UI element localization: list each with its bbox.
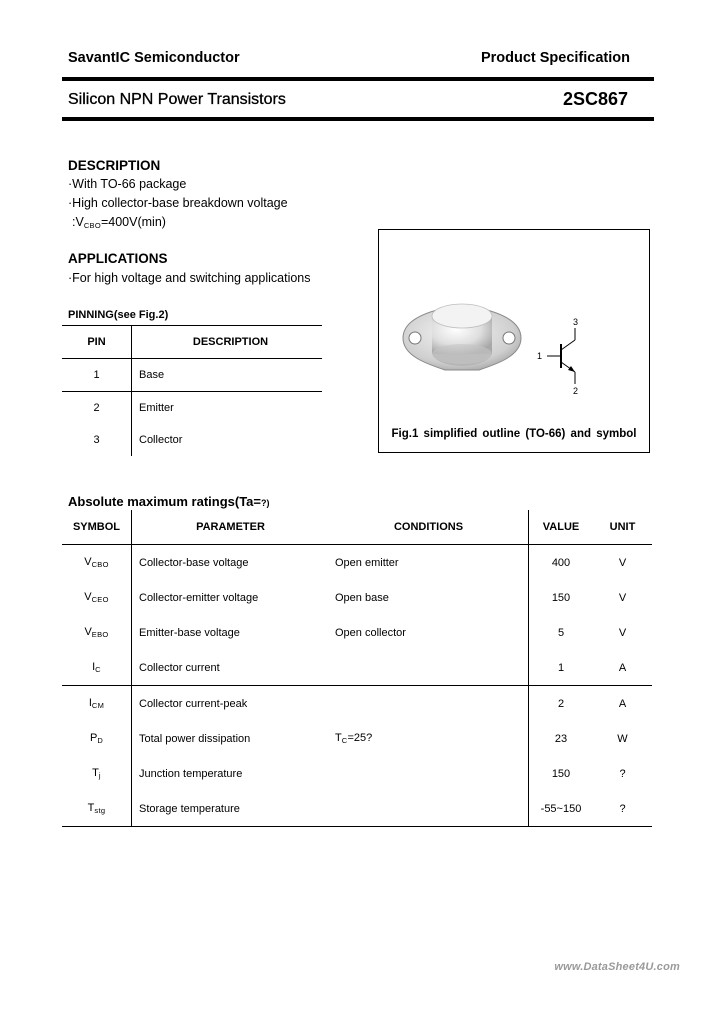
pin-description-column-header: DESCRIPTION	[132, 326, 323, 359]
company-name: SavantIC Semiconductor	[68, 50, 240, 66]
description-vcbo	[72, 215, 166, 230]
description-item: ·With TO-66 package	[68, 177, 187, 191]
value-cell: 150	[529, 756, 594, 791]
symbol-letter: P	[89, 732, 98, 744]
pin-description: Emitter	[139, 402, 174, 414]
unit-cell: W	[617, 732, 628, 745]
conditions-cell	[329, 686, 529, 722]
ratings-heading	[68, 494, 270, 509]
value-column-header: VALUE	[529, 510, 594, 545]
applications-heading: APPLICATIONS	[68, 251, 168, 266]
unit-cell: A	[593, 650, 652, 686]
conditions-cell: Open collector	[335, 626, 406, 639]
pin-number: 1	[62, 359, 132, 392]
value-cell: 5	[529, 615, 594, 650]
header-rule-bottom	[62, 117, 654, 121]
table-row	[62, 756, 652, 791]
symbol-letter: T	[92, 767, 99, 779]
pin-number: 3	[62, 424, 132, 456]
table-row	[62, 424, 322, 456]
vcbo-value: =400V(min)	[100, 215, 166, 229]
table-row	[62, 359, 322, 392]
ratings-header-row	[62, 510, 652, 545]
table-row	[62, 686, 652, 722]
unit-cell: A	[618, 697, 627, 710]
symbol-subscript: EBO	[91, 630, 109, 639]
condition-prefix: T	[335, 732, 342, 744]
part-number: 2SC867	[562, 89, 628, 109]
table-row	[62, 545, 652, 581]
symbol-label-emitter: 2	[573, 386, 579, 396]
description-heading: DESCRIPTION	[68, 158, 161, 173]
vcbo-sub: CBO	[83, 221, 101, 230]
collector-diagonal	[561, 340, 575, 350]
unit-cell: ?	[593, 791, 652, 827]
symbol-letter: V	[84, 626, 92, 638]
ratings-heading-text: Absolute maximum ratings(Ta=	[68, 494, 261, 509]
parameter-cell: Junction temperature	[139, 767, 243, 780]
symbol-cell	[62, 615, 132, 650]
symbol-cell	[62, 791, 132, 827]
pinning-header-row	[62, 326, 322, 359]
value-cell: 2	[529, 686, 594, 722]
ratings-table	[62, 510, 652, 827]
to66-package-image	[397, 290, 525, 390]
figure-caption: Fig.1 simplified outline (TO-66) and symbol	[391, 428, 637, 440]
symbol-cell	[62, 721, 132, 756]
table-row	[62, 650, 652, 686]
unit-cell: V	[618, 591, 627, 604]
description-item: ·High collector-base breakdown voltage	[68, 196, 288, 210]
symbol-subscript: j	[98, 771, 101, 780]
table-row	[62, 580, 652, 615]
header-rule-top	[62, 77, 654, 81]
value-cell: 1	[529, 650, 594, 686]
symbol-letter: T	[87, 802, 95, 814]
unit-column-header: UNIT	[593, 510, 652, 545]
symbol-subscript: stg	[94, 806, 106, 815]
spec-label: Product Specification	[480, 50, 630, 66]
condition-value: =25?	[347, 732, 373, 744]
conditions-column-header: CONDITIONS	[329, 510, 529, 545]
conditions-cell	[329, 650, 529, 686]
symbol-cell	[62, 650, 132, 686]
unit-cell: V	[618, 626, 627, 639]
symbol-subscript: CBO	[91, 560, 109, 569]
table-row	[62, 791, 652, 827]
conditions-cell	[329, 791, 529, 827]
symbol-subscript: C	[95, 665, 101, 674]
pin-description: Collector	[139, 434, 183, 446]
parameter-cell: Collector current	[132, 650, 330, 686]
pin-column-header: PIN	[62, 326, 132, 359]
table-row	[62, 615, 652, 650]
symbol-cell	[62, 686, 132, 722]
value-cell: 23	[529, 721, 594, 756]
watermark-link[interactable]: www.DataSheet4U.com	[554, 961, 680, 973]
applications-item: ·For high voltage and switching applications	[68, 271, 311, 285]
parameter-column-header: PARAMETER	[132, 510, 330, 545]
symbol-letter: V	[84, 591, 92, 603]
figure-box	[378, 229, 650, 453]
pin-number: 2	[62, 392, 132, 425]
npn-transistor-symbol	[531, 316, 591, 396]
symbol-column-header: SYMBOL	[62, 510, 132, 545]
conditions-cell: Open base	[335, 591, 389, 604]
symbol-cell	[62, 756, 132, 791]
conditions-cell: Open emitter	[335, 556, 399, 569]
pin-description: Base	[132, 359, 323, 392]
value-cell: -55~150	[529, 791, 594, 827]
conditions-cell	[329, 756, 529, 791]
symbol-subscript: CM	[91, 701, 105, 710]
parameter-cell: Emitter-base voltage	[139, 626, 240, 639]
parameter-cell: Collector-emitter voltage	[139, 591, 259, 604]
unit-cell: V	[618, 556, 627, 569]
value-cell: 150	[529, 580, 594, 615]
document-title: Silicon NPN Power Transistors	[68, 91, 286, 108]
value-cell: 400	[529, 545, 594, 581]
conditions-cell	[329, 721, 529, 756]
symbol-label-collector: 3	[573, 317, 579, 327]
unit-cell: ?	[619, 767, 626, 780]
parameter-cell: Total power dissipation	[139, 732, 251, 745]
pinning-table	[62, 325, 322, 456]
parameter-cell: Collector current-peak	[139, 697, 248, 710]
symbol-letter: I	[88, 697, 92, 709]
table-row	[62, 721, 652, 756]
pinning-heading: PINNING(see Fig.2)	[68, 309, 169, 321]
condition-subscript: C	[341, 736, 348, 745]
ratings-heading-tail: ?)	[261, 498, 270, 508]
symbol-cell	[62, 580, 132, 615]
vcbo-prefix: :V	[72, 215, 84, 229]
symbol-subscript: D	[97, 736, 104, 745]
table-row	[62, 392, 322, 425]
symbol-cell	[62, 545, 132, 581]
parameter-cell: Storage temperature	[132, 791, 330, 827]
emitter-arrow-icon	[568, 366, 575, 372]
symbol-label-base: 1	[537, 351, 543, 361]
symbol-letter: I	[92, 661, 96, 673]
symbol-letter: V	[84, 556, 92, 568]
symbol-subscript: CEO	[91, 595, 109, 604]
parameter-cell: Collector-base voltage	[139, 556, 249, 569]
